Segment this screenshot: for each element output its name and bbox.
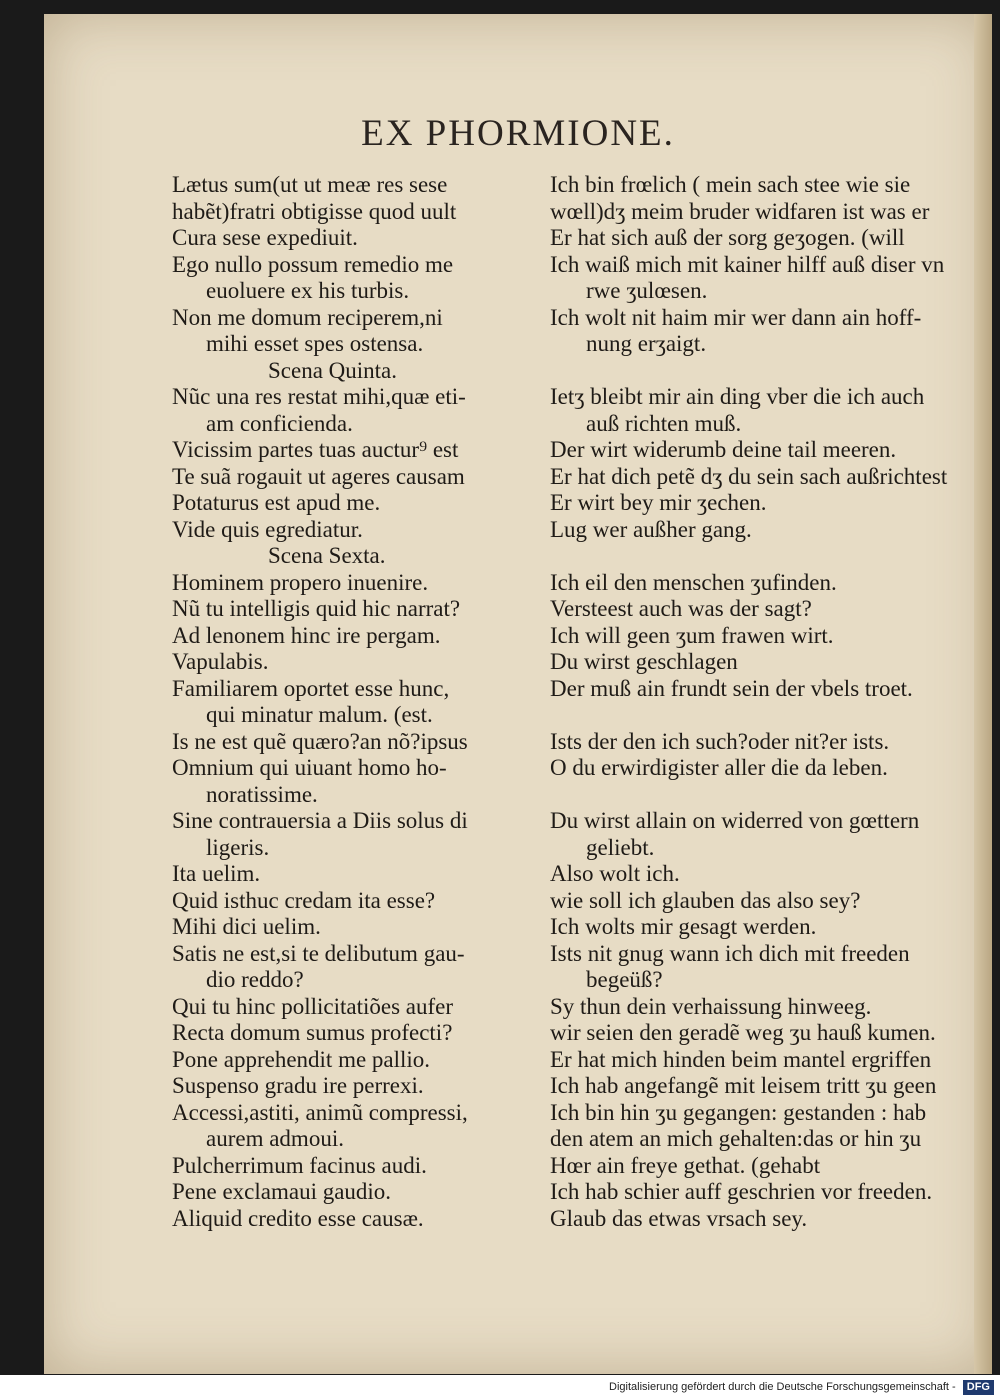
latin-line: Te suã rogauit ut ageres causam — [172, 463, 465, 489]
footer-text: Digitalisierung gefördert durch die Deutsche Forschungsgemeinschaft - — [609, 1381, 956, 1393]
german-line: Ietʒ bleibt mir ain ding vber die ich auch — [550, 384, 925, 409]
latin-line: Cura sese expediuit. — [172, 225, 358, 250]
german-line — [550, 358, 982, 385]
german-line: begeüß? — [586, 967, 663, 992]
latin-line: Pulcherrimum facinus audi. — [172, 1152, 427, 1178]
latin-line: Suspenso gradu ire perrexi. — [172, 1073, 424, 1098]
latin-line: Aliquid credito esse causæ. — [172, 1205, 424, 1231]
latin-line: Is ne est quẽ quæro?an nõ?ipsus — [172, 728, 468, 754]
german-line: wœll)dʒ meim bruder widfaren ist was er — [550, 198, 930, 224]
german-line: Er hat sich auß der sorg geʒogen. (will — [550, 225, 905, 250]
german-line: nung erʒaigt. — [586, 331, 707, 356]
latin-line: Satis ne est,si te delibutum gau- — [172, 940, 465, 966]
german-line: Sy thun dein verhaissung hinweeg. — [550, 993, 872, 1019]
digitization-footer — [0, 1375, 1000, 1399]
german-line: wie soll ich glauben das also sey? — [550, 887, 861, 913]
latin-column — [172, 172, 544, 1232]
german-line: den atem an mich gehalten:das or hin ʒu — [550, 1126, 922, 1151]
latin-line: Scena Quinta. — [268, 357, 398, 383]
latin-line: Ego nullo possum remedio me — [172, 251, 454, 277]
latin-line: am conficienda. — [206, 410, 353, 436]
latin-line: Ita uelim. — [172, 861, 261, 886]
german-line: Ich eil den menschen ʒufinden. — [550, 569, 837, 595]
latin-line: Potaturus est apud me. — [172, 490, 381, 515]
german-line: geliebt. — [586, 834, 655, 860]
latin-line: dio reddo? — [206, 967, 304, 992]
german-line: Ists der den ich such?oder nit?er ists. — [550, 728, 890, 754]
latin-line: Quid isthuc credam ita esse? — [172, 887, 436, 913]
german-line: Ich wolt nit haim mir wer dann ain hoff- — [550, 304, 922, 330]
latin-line: mihi esset spes ostensa. — [206, 331, 424, 356]
latin-line: Pone apprehendit me pallio. — [172, 1046, 431, 1072]
german-line — [550, 702, 982, 729]
german-line: Du wirst allain on widerred von gœttern — [550, 808, 920, 833]
latin-line: Pene exclamaui gaudio. — [172, 1179, 392, 1204]
latin-line: Nũ tu intelligis quid hic narrat? — [172, 596, 461, 621]
german-line: Ists nit gnug wann ich dich mit freeden — [550, 940, 910, 966]
latin-line: Qui tu hinc pollicitatiões aufer — [172, 993, 454, 1019]
german-line: Der wirt widerumb deine tail meeren. — [550, 437, 897, 462]
german-line: Ich hab angefangẽ mit leisem tritt ʒu geen — [550, 1073, 937, 1098]
latin-line: Vapulabis. — [172, 649, 269, 674]
german-line: rwe ʒulœsen. — [586, 278, 708, 303]
latin-line: Ad lenonem hinc ire pergam. — [172, 622, 441, 648]
german-line: Glaub das etwas vrsach sey. — [550, 1205, 808, 1231]
latin-line: ligeris. — [206, 834, 270, 860]
german-line: Er wirt bey mir ʒechen. — [550, 490, 767, 515]
german-line: Lug wer außher gang. — [550, 516, 752, 542]
german-line: Du wirst geschlagen — [550, 649, 738, 674]
latin-line: Vide quis egrediatur. — [172, 516, 363, 542]
german-line: Der muß ain frundt sein der vbels troet. — [550, 675, 913, 701]
latin-line: euoluere ex his turbis. — [206, 278, 410, 303]
german-line: Ich bin hin ʒu gegangen: gestanden : hab — [550, 1099, 927, 1125]
latin-line: Omnium qui uiuant homo ho- — [172, 755, 447, 780]
latin-line: Lætus sum(ut ut meæ res sese — [172, 172, 448, 197]
latin-line: Scena Sexta. — [268, 543, 386, 568]
latin-line: Nũc una res restat mihi,quæ eti- — [172, 384, 466, 409]
dfg-logo: DFG — [963, 1380, 994, 1395]
latin-line: habẽt)fratri obtigisse quod uult — [172, 198, 457, 224]
latin-line: Sine contrauersia a Diis solus di — [172, 808, 468, 833]
latin-line: Non me domum reciperem,ni — [172, 304, 443, 330]
german-line: Versteest auch was der sagt? — [550, 596, 812, 621]
german-line: O du erwirdigister aller die da leben. — [550, 755, 888, 780]
german-line: Hœr ain freye gethat. (gehabt — [550, 1152, 821, 1178]
latin-line: Mihi dici uelim. — [172, 914, 321, 939]
latin-line: aurem admoui. — [206, 1126, 344, 1151]
latin-line: noratissime. — [206, 781, 318, 807]
german-line — [550, 543, 982, 570]
latin-line: Familiarem oportet esse hunc, — [172, 675, 450, 701]
book-page — [44, 14, 992, 1374]
latin-line: Hominem propero inuenire. — [172, 569, 429, 595]
german-line: Also wolt ich. — [550, 861, 680, 886]
latin-line: Accessi,astiti, animũ compressi, — [172, 1099, 468, 1125]
latin-line: Recta domum sumus profecti? — [172, 1020, 453, 1045]
german-line: wir seien den geradẽ weg ʒu hauß kumen. — [550, 1020, 936, 1045]
german-line — [550, 782, 982, 809]
german-line: Ich waiß mich mit kainer hilff auß diser vn — [550, 251, 945, 277]
german-column — [550, 172, 982, 1232]
page-title: EX PHORMIONE. — [361, 113, 675, 154]
german-line: Ich hab schier auff geschrien vor freeden. — [550, 1179, 933, 1204]
german-line: Er hat mich hinden beim mantel ergriffen — [550, 1046, 932, 1072]
german-line: Ich will geen ʒum frawen wirt. — [550, 622, 834, 648]
german-line: auß richten muß. — [586, 410, 742, 436]
german-line: Er hat dich petẽ dʒ du sein sach außrichtest — [550, 463, 948, 489]
latin-line: Vicissim partes tuas auctur⁹ est — [172, 437, 459, 462]
latin-line: qui minatur malum. (est. — [206, 702, 433, 727]
german-line: Ich bin frœlich ( mein sach stee wie sie — [550, 172, 911, 197]
german-line: Ich wolts mir gesagt werden. — [550, 914, 817, 939]
